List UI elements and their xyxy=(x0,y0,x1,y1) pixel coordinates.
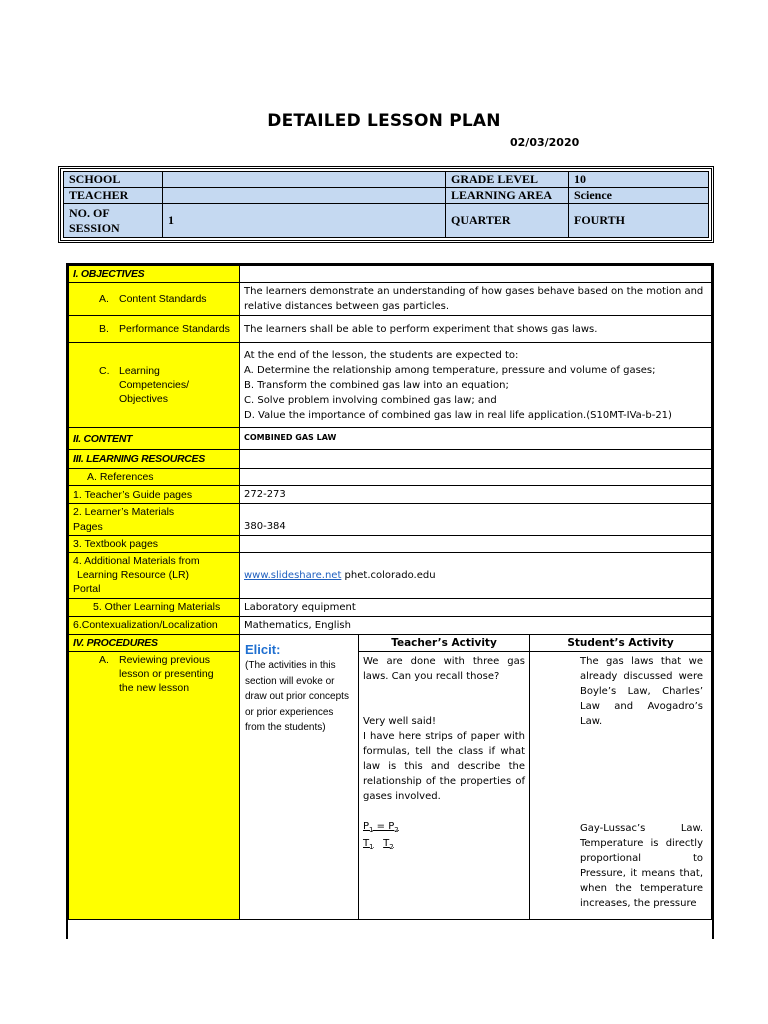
performance-standards-label: B. Performance Standards xyxy=(69,316,240,343)
school-label: SCHOOL xyxy=(64,172,163,188)
grade-level-value: 10 xyxy=(569,172,709,188)
procedures-heading: IV. PROCEDURES xyxy=(69,634,240,651)
content-standards-text: The learners demonstrate an understanding of how gases behave based on the motion and relative distances between gas particles. xyxy=(240,283,712,316)
learning-competencies-text: At the end of the lesson, the students are expected to: A. Determine the relationship among temperature, pressure and volume of gases; B. Transform the combined gas law into an equation; C. Solve problem involving combined gas law; and D. Value the importance of combined gas law in real life application.(S10MT-IVa-b-21) xyxy=(240,343,712,428)
teachers-guide-label: 1. Teacher’s Guide pages xyxy=(69,486,240,504)
school-value xyxy=(163,172,446,188)
teacher-strips-instruction: I have here strips of paper with formulas, tell the class if what law is this and describe the relationship of the properties of gases involved. xyxy=(363,731,525,803)
teacher-label: TEACHER xyxy=(64,188,163,204)
formula-numerator: $P_1 = P_2$ xyxy=(363,821,399,835)
content-standards-label: A. Content Standards xyxy=(69,283,240,316)
quarter-value: FOURTH xyxy=(569,204,709,238)
phet-text: phet.colorado.edu xyxy=(341,569,436,581)
learning-resources-heading: III. LEARNING RESOURCES xyxy=(69,450,240,469)
info-table xyxy=(58,166,714,243)
learning-area-label: LEARNING AREA xyxy=(446,188,569,204)
student-recall-answer: The gas laws that we already discussed were Boyle’s Law, Charles’ Law and Avogadro’s Law. xyxy=(580,656,703,728)
references-label: A. References xyxy=(69,469,240,486)
grade-level-label: GRADE LEVEL xyxy=(446,172,569,188)
elicit-title: Elicit: xyxy=(245,641,281,657)
content-value: COMBINED GAS LAW xyxy=(240,428,712,450)
quarter-label: QUARTER xyxy=(446,204,569,238)
contextualization-label: 6.Contexualization/Localization xyxy=(69,616,240,634)
elicit-description: (The activities in this section will evoke or draw out prior concepts or prior experiences from the students) xyxy=(245,660,349,734)
teacher-recall-question: We are done with three gas laws. Can you recall those? xyxy=(363,656,525,683)
document-title: DETAILED LESSON PLAN xyxy=(267,111,501,131)
learning-competencies-label: C. Learning Competencies/ Objectives xyxy=(69,343,240,428)
reviewing-lesson-label: A. Reviewing previous lesson or presenting the new lesson xyxy=(69,652,240,920)
content-heading: II. CONTENT xyxy=(69,428,240,450)
teacher-value xyxy=(163,188,446,204)
teacher-activity-cell xyxy=(359,652,530,920)
document-date: 02/03/2020 xyxy=(510,136,580,149)
learning-area-value: Science xyxy=(569,188,709,204)
elicit-cell xyxy=(240,634,359,919)
textbook-pages-value xyxy=(240,535,712,552)
learners-materials-label: 2. Learner’s Materials Pages xyxy=(69,504,240,535)
textbook-pages-label: 3. Textbook pages xyxy=(69,535,240,552)
teachers-guide-value: 272-273 xyxy=(240,486,712,504)
session-value: 1 xyxy=(163,204,446,238)
additional-materials-value xyxy=(240,552,712,598)
performance-standards-text: The learners shall be able to perform experiment that shows gas laws. xyxy=(240,316,712,343)
learning-resources-value xyxy=(240,450,712,469)
lesson-plan-table xyxy=(66,263,714,939)
student-gay-lussac-answer: Gay-Lussac’s Law. Temperature is directly proportional to Pressure, it means that, when the temperature increases, the pressure xyxy=(580,823,703,910)
teacher-praise: Very well said! xyxy=(363,716,436,728)
student-activity-cell xyxy=(530,652,712,920)
contextualization-value: Mathematics, English xyxy=(240,616,712,634)
objectives-heading: I. OBJECTIVES xyxy=(69,266,240,283)
student-activity-header: Student’s Activity xyxy=(530,634,712,651)
other-materials-value: Laboratory equipment xyxy=(240,598,712,616)
additional-materials-label: 4. Additional Materials from Learning Resource (LR) Portal xyxy=(69,552,240,598)
slideshare-link[interactable]: www.slideshare.net xyxy=(244,569,342,581)
other-materials-label: 5. Other Learning Materials xyxy=(69,598,240,616)
formula-denominator: $T_1$ $T_2$ xyxy=(363,837,394,851)
references-value xyxy=(240,469,712,486)
teacher-activity-header: Teacher’s Activity xyxy=(359,634,530,651)
session-label: NO. OF SESSION xyxy=(64,204,163,238)
objectives-heading-value xyxy=(240,266,712,283)
learners-materials-value: 380-384 xyxy=(240,504,712,535)
